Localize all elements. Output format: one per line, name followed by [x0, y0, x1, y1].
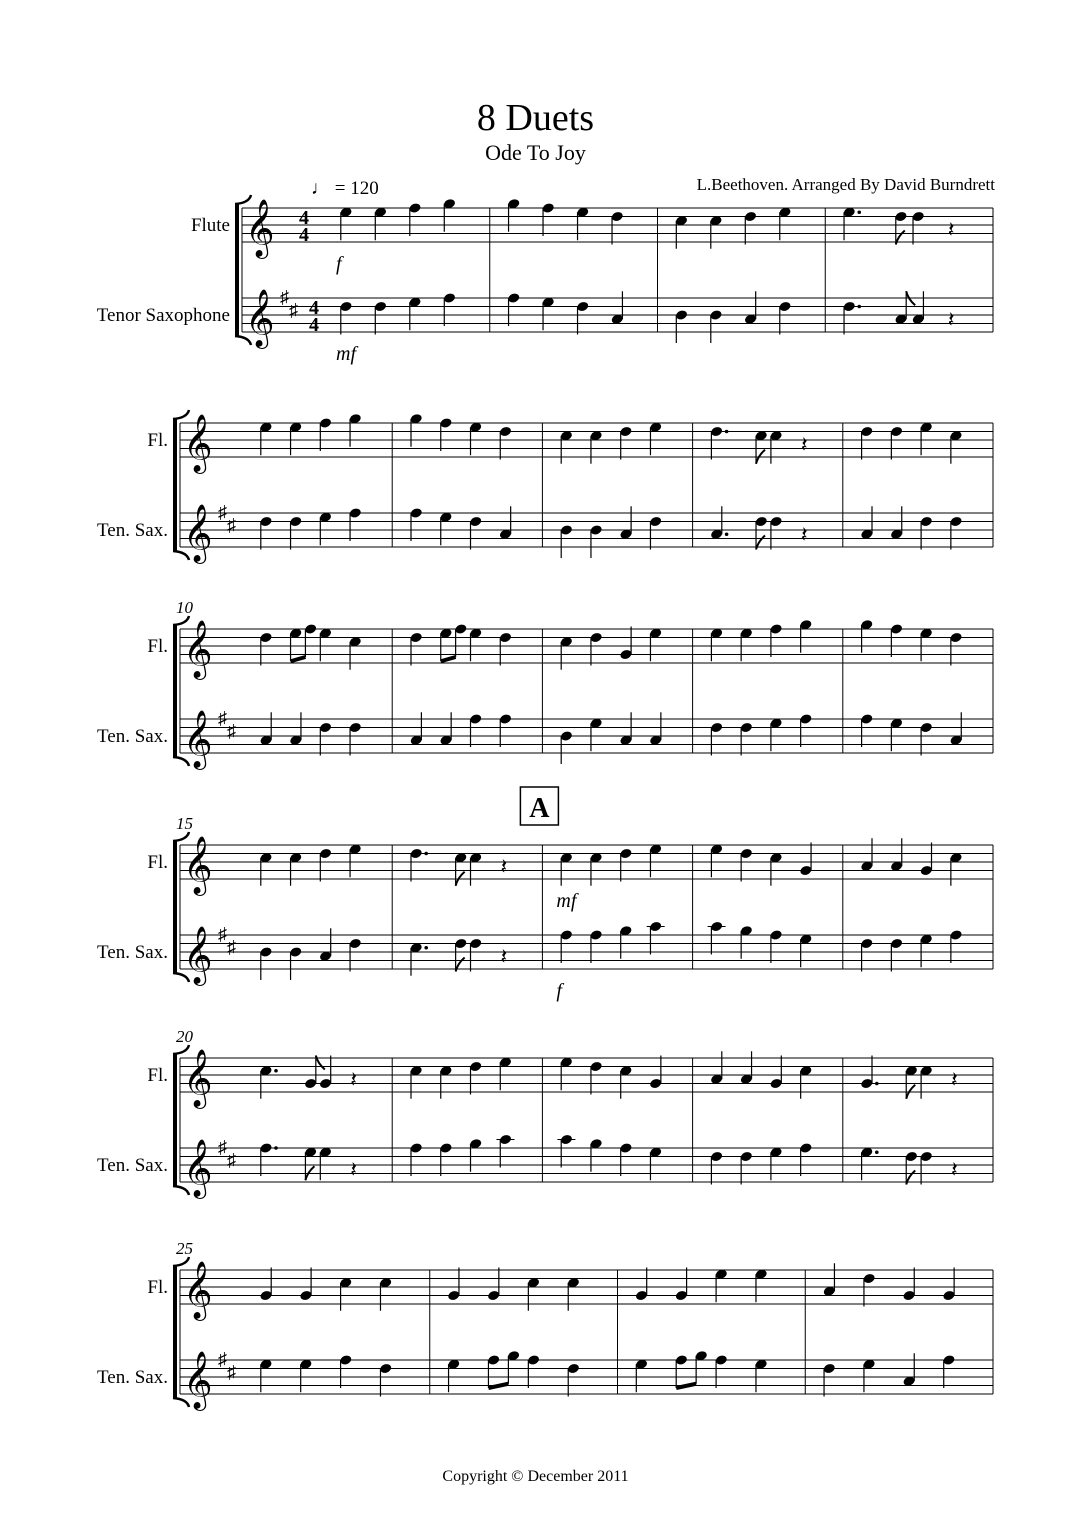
- dynamic-marking: f: [556, 980, 562, 1002]
- instrument-name-flute: Fl.: [147, 852, 168, 873]
- treble-clef-icon: 𝄞: [245, 289, 275, 346]
- time-signature-bottom: 4: [299, 224, 309, 246]
- augmentation-dot: [857, 305, 861, 309]
- quarter-rest: 𝄽: [800, 432, 808, 457]
- treble-clef-icon: 𝄞: [183, 620, 213, 677]
- augmentation-dot: [274, 1069, 278, 1073]
- time-signature-top: 4: [299, 207, 309, 229]
- treble-clef-icon: 𝄞: [183, 836, 213, 893]
- augmentation-dot: [424, 852, 428, 856]
- quarter-rest: 𝄽: [350, 1157, 357, 1182]
- augmentation-dot: [725, 430, 729, 434]
- key-signature-sharp: ♯: [227, 1149, 236, 1170]
- quarter-rest: 𝄽: [951, 1067, 958, 1092]
- treble-clef-icon: 𝄞: [183, 1139, 213, 1196]
- measure-number: 20: [176, 1027, 193, 1046]
- score-title: 8 Duets: [476, 97, 595, 139]
- instrument-name-sax: Tenor Saxophone: [96, 305, 230, 326]
- time-signature-bottom: 4: [309, 314, 319, 336]
- treble-clef-icon: 𝄞: [183, 1351, 213, 1408]
- key-signature-sharp: ♯: [218, 924, 227, 944]
- key-signature-sharp: ♯: [227, 514, 236, 535]
- score-subtitle: Ode To Joy: [485, 140, 586, 165]
- augmentation-dot: [725, 532, 729, 536]
- key-signature-sharp: ♯: [289, 299, 298, 320]
- treble-clef-icon: 𝄞: [183, 414, 213, 471]
- copyright-notice: Copyright © December 2011: [442, 1468, 629, 1485]
- note-beam: [488, 1384, 508, 1388]
- quarter-rest: 𝄽: [500, 944, 508, 969]
- key-signature-sharp: ♯: [227, 936, 236, 957]
- dynamic-marking: f: [336, 253, 342, 275]
- key-signature-sharp: ♯: [280, 287, 289, 307]
- treble-clef-icon: 𝄞: [183, 504, 213, 561]
- note-beam: [676, 1384, 696, 1388]
- key-signature-sharp: ♯: [218, 1349, 227, 1369]
- note-beam: [291, 657, 306, 661]
- note-beam: [441, 657, 456, 661]
- augmentation-dot: [875, 1150, 879, 1154]
- measure-number: 25: [176, 1239, 193, 1258]
- instrument-name-sax: Ten. Sax.: [97, 1367, 168, 1388]
- instrument-name-sax: Ten. Sax.: [97, 520, 168, 541]
- instrument-name-sax: Ten. Sax.: [97, 1155, 168, 1176]
- treble-clef-icon: 𝄞: [183, 1049, 213, 1106]
- quarter-rest: 𝄽: [350, 1067, 357, 1092]
- rehearsal-mark-label: A: [529, 793, 550, 824]
- instrument-name-flute: Fl.: [147, 636, 168, 657]
- instrument-name-flute: Fl.: [147, 1065, 168, 1086]
- treble-clef-icon: 𝄞: [183, 710, 213, 767]
- treble-clef-icon: 𝄞: [183, 1261, 213, 1318]
- instrument-name-flute: Fl.: [147, 430, 168, 451]
- key-signature-sharp: ♯: [218, 502, 227, 522]
- dynamic-marking: mf: [336, 343, 356, 365]
- measure-number: 15: [176, 814, 193, 833]
- tempo-marking: ♩ = 120: [311, 178, 379, 199]
- treble-clef-icon: 𝄞: [183, 926, 213, 983]
- augmentation-dot: [857, 210, 861, 214]
- key-signature-sharp: ♯: [218, 708, 227, 728]
- quarter-rest: 𝄽: [800, 522, 808, 547]
- instrument-name-flute: Flute: [190, 215, 230, 236]
- dynamic-marking: mf: [556, 890, 577, 912]
- treble-clef-icon: 𝄞: [245, 199, 275, 256]
- key-signature-sharp: ♯: [218, 1137, 227, 1157]
- instrument-name-flute: Fl.: [147, 1277, 168, 1298]
- quarter-rest: 𝄽: [500, 854, 508, 879]
- quarter-rest: 𝄽: [947, 217, 955, 242]
- augmentation-dot: [875, 1082, 879, 1086]
- composer-credit: L.Beethoven. Arranged By David Burndrett: [696, 175, 995, 194]
- quarter-rest: 𝄽: [947, 307, 955, 332]
- instrument-name-sax: Ten. Sax.: [97, 726, 168, 747]
- quarter-rest: 𝄽: [951, 1157, 958, 1182]
- time-signature-top: 4: [309, 297, 319, 319]
- augmentation-dot: [424, 946, 428, 950]
- key-signature-sharp: ♯: [227, 720, 236, 741]
- augmentation-dot: [274, 1146, 278, 1150]
- measure-number: 10: [176, 598, 193, 617]
- key-signature-sharp: ♯: [227, 1361, 236, 1382]
- instrument-name-sax: Ten. Sax.: [97, 942, 168, 963]
